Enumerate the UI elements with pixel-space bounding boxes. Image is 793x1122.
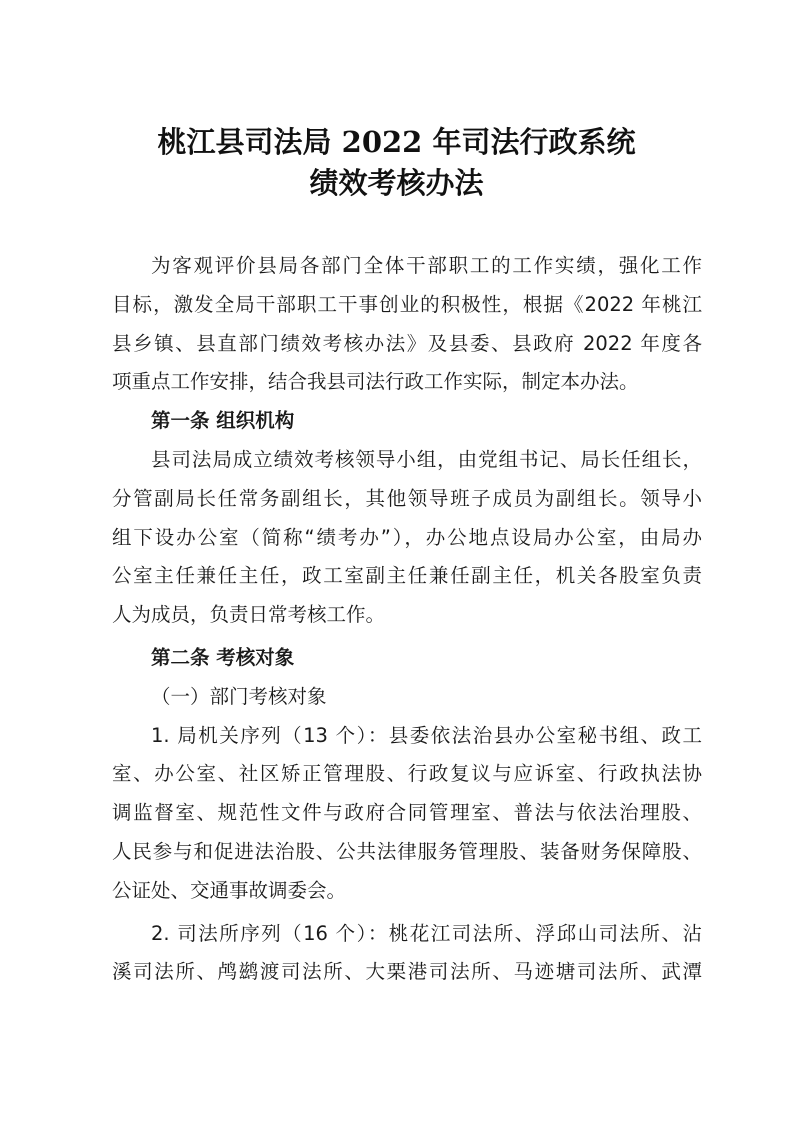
text-line: 溪司法所、鸬鹚渡司法所、大栗港司法所、马迹塘司法所、武潭	[112, 960, 702, 984]
document-title-line-2: 绩效考核办法	[309, 166, 484, 200]
text-line: 县乡镇、县直部门绩效考核办法》及县委、县政府 2022 年度各	[112, 331, 702, 355]
text-line: 项重点工作安排，结合我县司法行政工作实际，制定本办法。	[112, 370, 639, 394]
text-line: 调监督室、规范性文件与政府合同管理室、普法与依法治理股、	[112, 801, 702, 825]
text-line: 为客观评价县局各部门全体干部职工的工作实绩，强化工作	[151, 254, 702, 277]
list-item-bureau-sequence	[112, 717, 702, 911]
document-body	[112, 247, 702, 992]
text-line: 室、办公室、社区矫正管理股、行政复议与应诉室、行政执法协	[112, 762, 702, 786]
text-line: 2. 司法所序列（16 个）：桃花江司法所、浮邱山司法所、沾	[151, 921, 702, 945]
text-line: 人民参与和促进法治股、公共法律服务管理股、装备财务保障股、	[112, 839, 702, 863]
paragraph-preamble	[112, 247, 702, 402]
text-line: 人为成员，负责日常考核工作。	[112, 603, 386, 627]
article-heading-2: 第二条 考核对象	[151, 645, 295, 669]
text-line: 组下设办公室（简称“绩考办”），办公地点设局办公室，由局办	[112, 525, 702, 549]
subsection-heading: （一）部门考核对象	[151, 684, 327, 708]
text-line: 分管副局长任常务副组长，其他领导班子成员为副组长。领导小	[112, 486, 702, 510]
text-line: 目标，激发全局干部职工干事创业的积极性，根据《2022 年桃江	[112, 292, 702, 316]
text-line: 公室主任兼任主任，政工室副主任兼任副主任，机关各股室负责	[112, 564, 702, 588]
text-line: 1. 局机关序列（13 个）：县委依法治县办公室秘书组、政工	[151, 723, 702, 747]
text-line: 公证处、交通事故调委会。	[112, 878, 347, 902]
document-title-line-1: 桃江县司法局 2022 年司法行政系统	[157, 125, 636, 159]
article-heading-1: 第一条 组织机构	[151, 409, 295, 433]
paragraph-organization	[112, 441, 702, 635]
text-line: 县司法局成立绩效考核领导小组，由党组书记、局长任组长，	[151, 447, 702, 471]
list-item-judicial-office-sequence	[112, 915, 702, 993]
